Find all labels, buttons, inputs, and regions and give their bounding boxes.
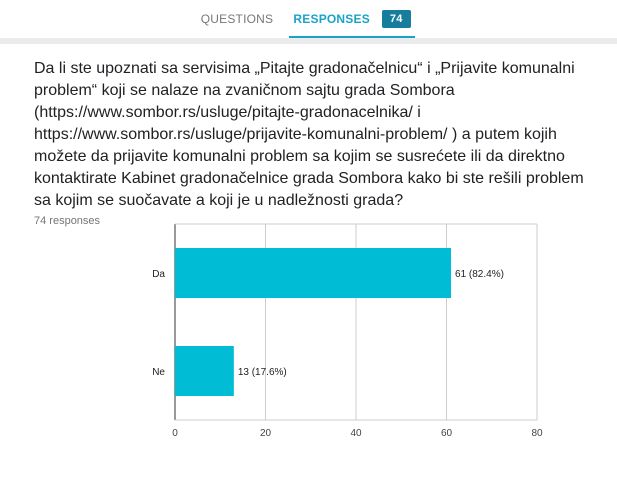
data-label: 13 (17.6%): [237, 367, 287, 378]
tab-bar: [0, 0, 617, 38]
category-label: Da: [152, 269, 165, 280]
tab-questions[interactable]: [185, 0, 289, 38]
tab-responses[interactable]: [289, 0, 415, 38]
tab-questions-label: QUESTIONS: [200, 12, 274, 26]
data-label: 61 (82.4%): [455, 269, 504, 280]
x-tick-label: 40: [350, 428, 362, 439]
x-tick-label: 0: [172, 428, 178, 439]
question-title: Da li ste upoznati sa servisima „Pitajte gradonačelnicu“ i „Prijavite komunalni problem“ koji se nalaze na zvaničnom sajtu grada Sombora (https://www.sombor.rs/usluge/pitajte-gradonacelnika/ i https://www.sombor.rs/usluge/prijavite-komunalni-problem/ ) a putem kojih možete da prijavite komunalni problem sa kojim se susrećete ili da direktno kontaktirate Kabinet gradonačelnice grada Sombora kako bi ste rešili problem sa kojim se suočavate a koji je u nadležnosti grada?: [34, 60, 584, 209]
tab-responses-label: RESPONSES: [293, 12, 370, 26]
category-label: Ne: [152, 367, 165, 378]
x-tick-label: 80: [531, 428, 543, 439]
bar-chart: [0, 44, 617, 480]
x-tick-label: 60: [440, 428, 453, 439]
x-tick-label: 20: [259, 428, 272, 439]
bar: [175, 248, 451, 298]
active-tab-indicator: [289, 36, 415, 38]
responses-count-text: 74 responses: [34, 215, 101, 227]
question-card: [0, 44, 617, 480]
bar: [175, 346, 234, 396]
responses-count-badge: 74: [382, 10, 411, 28]
